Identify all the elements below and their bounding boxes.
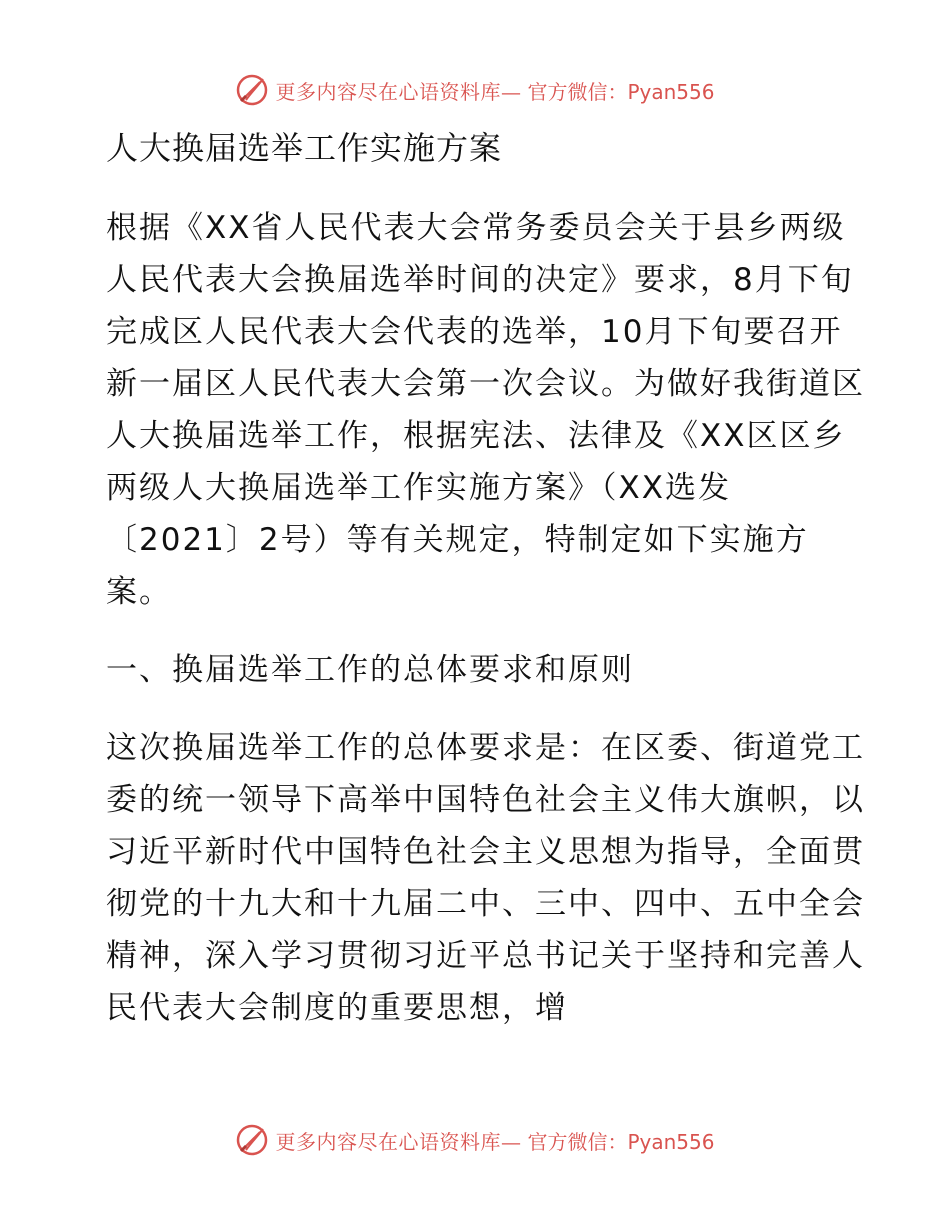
- document-body: [96, 120, 866, 1034]
- watermark-contact: 官方微信：Pyan556: [527, 79, 715, 104]
- watermark-contact: 官方微信：Pyan556: [527, 1129, 715, 1154]
- document-title: 人大换届选举工作实施方案: [106, 129, 503, 167]
- watermark-header: [0, 70, 950, 110]
- paragraph-intro: 根据《XX省人民代表大会常务委员会关于县乡两级人民代表大会换届选举时间的决定》要求，8月下旬完成区人民代表大会代表的选举，10月下旬要召开新一届区人民代表大会第一次会议。为做好我街道区人大换届选举工作，根据宪法、法律及《XX区区乡两级人大换届选举工作实施方案》（XX选发〔2021〕2号）等有关规定，特制定如下实施方案。: [106, 210, 865, 610]
- paragraph-requirements: 这次换届选举工作的总体要求是：在区委、街道党工委的统一领导下高举中国特色社会主义伟大旗帜，以习近平新时代中国特色社会主义思想为指导，全面贯彻党的十九大和十九届二中、三中、四中、五中全会精神，深入学习贯彻习近平总书记关于坚持和完善人民代表大会制度的重要思想，增: [106, 730, 865, 1026]
- watermark-footer: [0, 1120, 950, 1160]
- section-heading-1: 一、换届选举工作的总体要求和原则: [106, 652, 634, 688]
- watermark-text: 更多内容尽在心语资料库—: [275, 1129, 522, 1154]
- watermark-text: 更多内容尽在心语资料库—: [275, 79, 522, 104]
- feather-pen-circle-icon: [235, 1123, 269, 1157]
- feather-pen-circle-icon: [235, 73, 269, 107]
